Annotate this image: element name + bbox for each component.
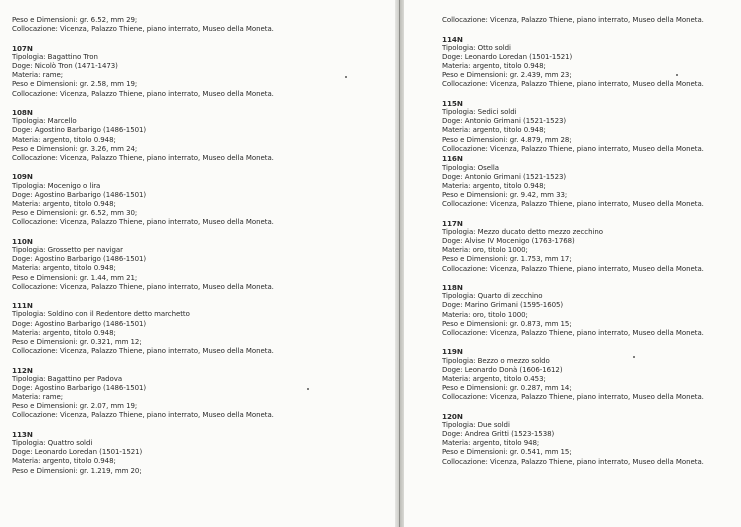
left-entries [12,44,395,476]
entry-line: Collocazione: Vicenza, Palazzo Thiene, piano interrato, Museo della Moneta. [442,328,704,337]
entry-line: Tipologia: Bagattino per Padova [12,374,123,383]
scan-speck [307,388,309,390]
entry-line: Peso e Dimensioni: gr. 0.287, mm 14; [442,384,572,393]
entry-line: Doge: Agostino Barbarigo (1486-1501) [12,126,147,135]
catalog-entry [12,237,395,292]
entry-line: Doge: Agostino Barbarigo (1486-1501) [12,255,147,264]
entry-code: 116N [442,154,463,164]
catalog-entry [442,154,741,209]
entry-line: Peso e Dimensioni: gr. 0.541, mm 15; [442,448,572,457]
catalog-entry [12,44,395,99]
entry-line: Materia: argento, titolo 0.948; [442,62,546,71]
right-page-content [442,16,741,467]
entry-line: Tipologia: Due soldi [442,421,510,429]
entry-code: 119N [442,347,463,357]
catalog-entry [442,35,741,90]
entry-code: 110N [12,236,33,246]
continued-line: Collocazione: Vicenza, Palazzo Thiene, piano interrato, Museo della Moneta. [442,16,704,24]
entry-line: Collocazione: Vicenza, Palazzo Thiene, piano interrato, Museo della Moneta. [442,200,704,209]
entry-line: Materia: rame; [12,393,64,402]
entry-line: Collocazione: Vicenza, Palazzo Thiene, piano interrato, Museo della Moneta. [12,153,274,162]
entry-line: Doge: Leonardo Loredan (1501-1521) [442,52,573,61]
entry-line: Peso e Dimensioni: gr. 6.52, mm 30; [12,209,138,218]
catalog-entry [442,99,741,154]
entry-line: Peso e Dimensioni: gr. 1.44, mm 21; [12,273,138,282]
catalog-entry [12,301,395,356]
entry-line: Materia: argento, titolo 0.948; [12,457,116,466]
entry-line: Tipologia: Otto soldi [442,43,511,52]
entry-line: Materia: argento, titolo 0.948; [442,181,546,190]
entry-code: 107N [12,43,33,53]
entry-line: Doge: Andrea Gritti (1523-1538) [442,430,555,439]
catalog-entry [442,283,741,338]
entry-code: 109N [12,172,33,182]
entry-line: Collocazione: Vicenza, Palazzo Thiene, piano interrato, Museo della Moneta. [12,347,274,356]
entry-line: Collocazione: Vicenza, Palazzo Thiene, piano interrato, Museo della Moneta. [12,411,274,420]
entry-line: Doge: Antonio Grimani (1521-1523) [442,172,567,181]
entry-line: Materia: argento, titolo 948; [442,439,540,448]
entry-line: Peso e Dimensioni: gr. 2.58, mm 19; [12,80,138,89]
entry-line: Doge: Leonardo Donà (1606-1612) [442,365,563,374]
left-continued-text [12,16,395,34]
entry-line: Doge: Antonio Grimani (1521-1523) [442,117,567,126]
entry-line: Doge: Agostino Barbarigo (1486-1501) [12,383,147,392]
continued-line: Peso e Dimensioni: gr. 6.52, mm 29; [12,16,138,24]
entry-line: Peso e Dimensioni: gr. 1.219, mm 20; [12,466,142,475]
entry-line: Peso e Dimensioni: gr. 0.321, mm 12; [12,337,142,346]
entry-line: Peso e Dimensioni: gr. 1.753, mm 17; [442,255,572,264]
right-entries [442,35,741,467]
entry-line: Doge: Agostino Barbarigo (1486-1501) [12,190,147,199]
entry-code: 111N [12,301,33,311]
entry-line: Collocazione: Vicenza, Palazzo Thiene, piano interrato, Museo della Moneta. [12,89,274,98]
entry-line: Peso e Dimensioni: gr. 2.439, mm 23; [442,71,572,80]
entry-line: Tipologia: Quarto di zecchino [442,292,543,301]
catalog-entry [442,412,741,467]
entry-line: Tipologia: Soldino con il Redentore detto marchetto [12,310,190,319]
entry-line: Peso e Dimensioni: gr. 0.873, mm 15; [442,319,572,328]
entry-line: Peso e Dimensioni: gr. 4.879, mm 28; [442,135,572,144]
entry-line: Collocazione: Vicenza, Palazzo Thiene, piano interrato, Museo della Moneta. [12,282,274,291]
entry-line: Doge: Marino Grimani (1595-1605) [442,301,564,310]
entry-line: Doge: Leonardo Loredan (1501-1521) [12,448,143,457]
entry-line: Materia: argento, titolo 0.453; [442,374,546,383]
entry-line: Tipologia: Bagattino Tron [12,52,98,61]
entry-code: 113N [12,429,33,439]
entry-line: Tipologia: Mocenigo o lira [12,181,101,190]
entry-code: 120N [442,411,463,421]
entry-line: Peso e Dimensioni: gr. 2.07, mm 19; [12,402,138,411]
entry-code: 112N [12,365,33,375]
entry-line: Collocazione: Vicenza, Palazzo Thiene, piano interrato, Museo della Moneta. [442,264,704,273]
right-continued-text [442,16,741,25]
entry-line: Materia: argento, titolo 0.948; [442,126,546,135]
catalog-entry [12,430,395,476]
entry-line: Collocazione: Vicenza, Palazzo Thiene, piano interrato, Museo della Moneta. [442,457,704,466]
entry-line: Materia: argento, titolo 0.948; [12,199,116,208]
entry-line: Collocazione: Vicenza, Palazzo Thiene, piano interrato, Museo della Moneta. [12,218,274,227]
scan-speck [676,74,678,76]
catalog-entry [12,172,395,227]
entry-line: Collocazione: Vicenza, Palazzo Thiene, piano interrato, Museo della Moneta. [442,393,704,402]
entry-line: Materia: argento, titolo 0.948; [12,328,116,337]
entry-line: Materia: oro, titolo 1000; [442,310,528,319]
right-page [404,0,741,527]
catalog-entry [12,108,395,163]
entry-line: Doge: Nicolò Tron (1471-1473) [12,62,118,71]
entry-code: 117N [442,218,463,228]
catalog-entry [442,219,741,274]
scan-speck [345,76,347,78]
entry-line: Tipologia: Sedici soldi [442,108,517,117]
entry-line: Tipologia: Osella [442,163,500,172]
entry-line: Collocazione: Vicenza, Palazzo Thiene, piano interrato, Museo della Moneta. [442,144,704,153]
entry-line: Materia: argento, titolo 0.948; [12,264,116,273]
entry-line: Tipologia: Quattro soldi [12,439,93,448]
entry-line: Doge: Alvise IV Mocenigo (1763-1768) [442,237,575,246]
entry-line: Doge: Agostino Barbarigo (1486-1501) [12,319,147,328]
continued-line: Collocazione: Vicenza, Palazzo Thiene, piano interrato, Museo della Moneta. [12,25,274,34]
entry-line: Tipologia: Marcello [12,117,77,126]
entry-line: Tipologia: Mezzo ducato detto mezzo zecchino [442,227,604,236]
scan-speck [633,356,635,358]
entry-line: Tipologia: Grossetto per navigar [12,246,123,255]
entry-line: Peso e Dimensioni: gr. 3.26, mm 24; [12,144,138,153]
catalog-entry [12,366,395,421]
catalog-entry [442,347,741,402]
entry-line: Peso e Dimensioni: gr. 9.42, mm 33; [442,190,568,199]
entry-line: Tipologia: Bezzo o mezzo soldo [442,356,550,365]
left-page-content [12,16,395,476]
entry-line: Materia: oro, titolo 1000; [442,246,528,255]
entry-line: Collocazione: Vicenza, Palazzo Thiene, piano interrato, Museo della Moneta. [442,80,704,89]
entry-line: Materia: argento, titolo 0.948; [12,135,116,144]
entry-code: 108N [12,108,33,118]
entry-code: 114N [442,34,463,44]
gutter-line [399,0,400,527]
entry-code: 115N [442,98,463,108]
entry-line: Materia: rame; [12,71,64,80]
entry-code: 118N [442,283,463,293]
